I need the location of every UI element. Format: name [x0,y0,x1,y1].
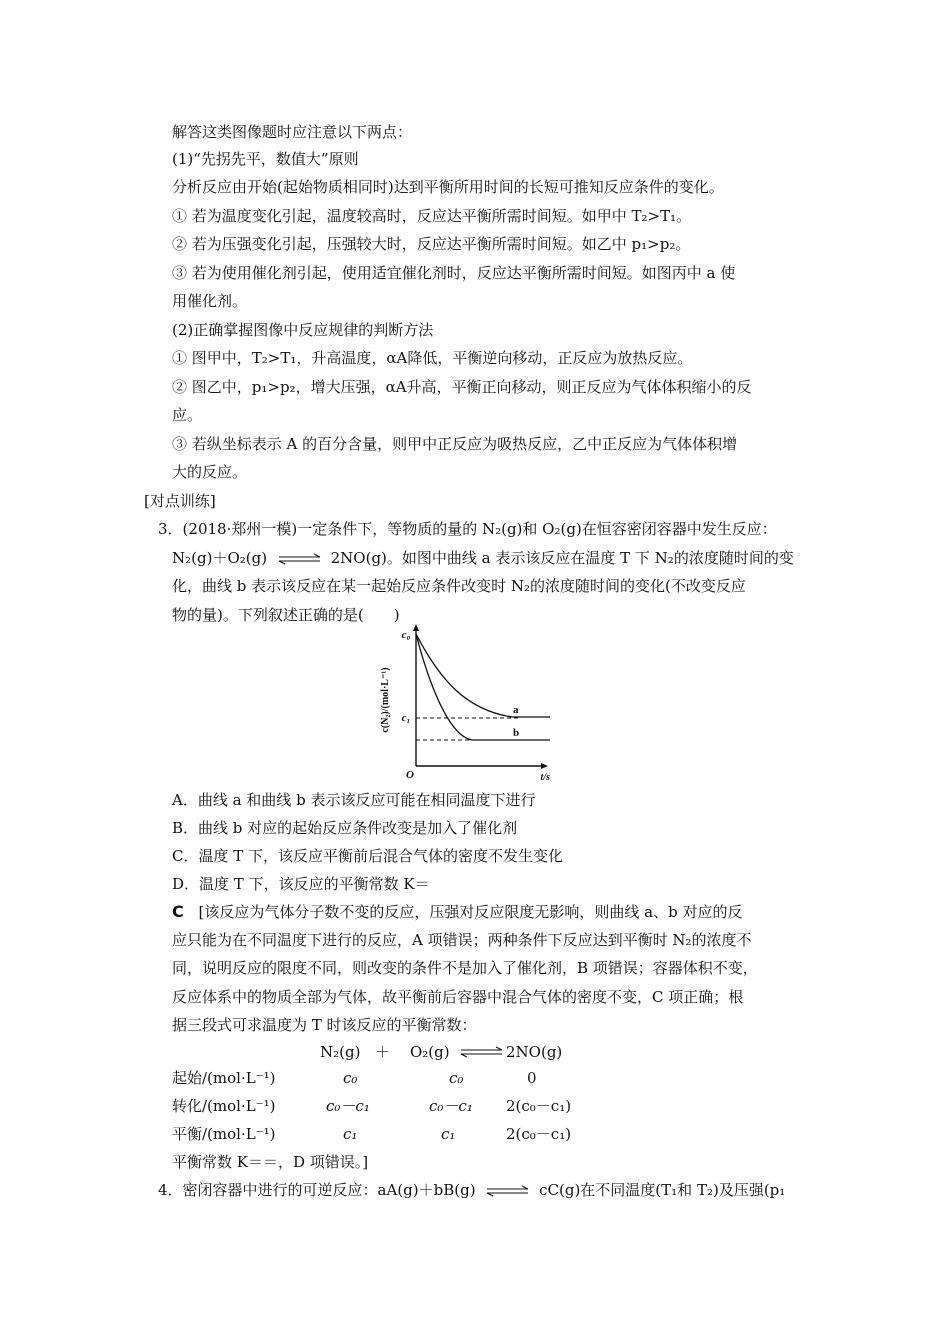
curve-a [416,634,550,717]
curve-b [416,634,550,740]
row-start-n2: c₀ [343,1069,358,1087]
row-change-n2: c₀－c₁ [326,1097,370,1115]
q3-products: 2NO(g)。如图中曲线 a 表示该反应在温度 T 下 N₂的浓度随时间的变 [330,549,794,567]
row-start-label: 起始/(mol·L⁻¹) [172,1069,276,1087]
point2-item-3-cont: 大的反应。 [172,463,248,481]
q3-reactants: N₂(g)＋O₂(g) [172,549,268,567]
q4-line-1 [158,1180,785,1200]
q3-line-3: 化，曲线 b 表示该反应在某一起始反应条件改变时 N₂的浓度随时间的变化(不改变反应 [172,577,746,595]
option-c: C．温度 T 下，该反应平衡前后混合气体的密度不发生变化 [172,847,564,865]
row-eq-o2: c₁ [441,1125,456,1143]
eq-n2: N₂(g) [320,1043,361,1061]
row-eq-no: 2(c₀－c₁) [506,1125,572,1143]
answer-letter: C [172,902,184,921]
q4-reactants: 4．密闭容器中进行的可逆反应：aA(g)＋bB(g) [158,1181,476,1199]
x-axis-label: t/s [540,772,550,783]
row-change-no: 2(c₀－c₁) [506,1097,572,1115]
point2-item-1: ① 图甲中，T₂>T₁，升高温度，αA降低，平衡逆向移动，正反应为放热反应。 [172,349,693,367]
answer-line-5: 据三段式可求温度为 T 时该反应的平衡常数： [172,1016,477,1034]
intro-text: 解答这类图像题时应注意以下两点： [172,123,413,141]
row-change-label: 转化/(mol·L⁻¹) [172,1097,276,1115]
section-label: [对点训练] [144,492,216,510]
q4-products: cC(g)在不同温度(T₁和 T₂)及压强(p₁ [539,1181,786,1199]
row-eq-n2: c₁ [343,1125,358,1143]
row-eq-label: 平衡/(mol·L⁻¹) [172,1125,276,1143]
point1-heading: (1)“先拐先平，数值大”原则 [172,150,359,168]
series-label-b: b [513,727,520,739]
row-start-o2: c₀ [449,1069,464,1087]
y-tick-c1: c₁ [401,712,411,724]
option-b: B．曲线 b 对应的起始反应条件改变是加入了催化剂 [172,819,518,837]
row-change-o2: c₀－c₁ [429,1097,473,1115]
concentration-time-chart [372,618,572,783]
point2-heading: (2)正确掌握图像中反应规律的判断方法 [172,321,434,339]
q3-line-2 [172,548,794,568]
x-axis-arrow-icon [541,763,548,769]
point2-item-2-cont: 应。 [172,406,203,424]
answer-line-1 [172,902,742,922]
option-d: D．温度 T 下，该反应的平衡常数 K＝ [172,875,430,893]
answer-line-3: 同，说明反应的限度不同，则改变的条件不是加入了催化剂，B 项错误；容器体积不变， [172,959,758,977]
point2-item-3: ③ 若纵坐标表示 A 的百分含量，则甲中正反应为吸热反应，乙中正反应为气体体积增 [172,435,738,453]
point1-item-3-cont: 用催化剂。 [172,292,248,310]
y-axis-arrow-icon [413,624,419,631]
point1-description: 分析反应由开始(起始物质相同时)达到平衡所用时间的长短可推知反应条件的变化。 [172,178,724,196]
origin-label: O [406,769,414,781]
chart-ylabel: c(N₂)/(mol·L⁻¹) [380,667,391,733]
point1-item-1: ① 若为温度变化引起，温度较高时，反应达平衡所需时间短。如甲中 T₂>T₁。 [172,207,692,225]
eq-no: 2NO(g) [506,1043,563,1061]
row-start-no: 0 [527,1069,537,1087]
y-tick-c0: c₀ [401,629,411,641]
point2-item-2: ② 图乙中，p₁>p₂，增大压强，αA升高，平衡正向移动，则正反应为气体体积缩小的反 [172,378,752,396]
answer-text-1: [该反应为气体分子数不变的反应，压强对反应限度无影响，则曲线 a、b 对应的反 [198,903,743,921]
answer-conclusion: 平衡常数 K＝＝，D 项错误。] [172,1153,369,1171]
q3-line-1: 3．(2018·郑州一模)一定条件下，等物质的量的 N₂(g)和 O₂(g)在恒容密闭容器中发生反应： [158,520,777,538]
eq-plus: ＋ [375,1043,391,1061]
q3-line-4: 物的量)。下列叙述正确的是( ) [172,606,400,624]
equilibrium-arrow-icon [276,553,322,565]
eq-o2: O₂(g) [410,1043,450,1061]
answer-line-2: 应只能为在不同温度下进行的反应，A 项错误；两种条件下反应达到平衡时 N₂的浓度不 [172,931,752,949]
q4-equilibrium-arrow-icon [484,1185,530,1197]
point1-item-2: ② 若为压强变化引起，压强较大时，反应达平衡所需时间短。如乙中 p₁>p₂。 [172,235,691,253]
option-a: A．曲线 a 和曲线 b 表示该反应可能在相同温度下进行 [172,791,536,809]
ice-equilibrium-arrow-icon [458,1046,504,1058]
series-label-a: a [513,704,519,716]
answer-line-4: 反应体系中的物质全部为气体，故平衡前后容器中混合气体的密度不变，C 项正确；根 [172,988,744,1006]
point1-item-3: ③ 若为使用催化剂引起，使用适宜催化剂时，反应达平衡所需时间短。如图丙中 a 使 [172,264,736,282]
